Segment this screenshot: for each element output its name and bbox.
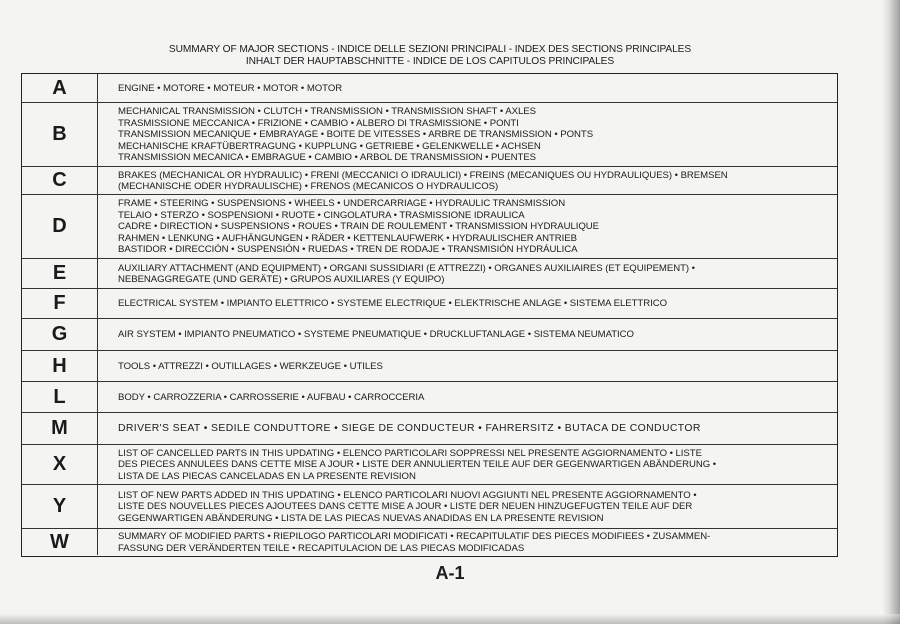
- section-description: ELECTRICAL SYSTEM • IMPIANTO ELETTRICO • SYSTEME ELECTRIQUE • ELEKTRISCHE ANLAGE • SISTEMA ELETTRICO: [118, 298, 668, 310]
- section-description: LIST OF NEW PARTS ADDED IN THIS UPDATING • ELENCO PARTICOLARI NUOVI AGGIUNTI NEL PRESENTE AGGIORNAMENTO • LISTE DES NOUVELLES PIECES AJOUTEES DANS CETTE MISE A JOUR • LISTE DER NEUEN HINZUGEFUGTEN TEILE AUF DER GEGENWARTIGEN ABÄNDERUNG • LISTA DE LAS PIECAS NUEVAS ANADIDAS EN LA PRESENTE REVISION: [118, 489, 697, 524]
- section-letter: C: [22, 167, 98, 194]
- section-row-l[interactable]: [22, 382, 837, 413]
- section-letter: M: [22, 413, 98, 444]
- section-row-y[interactable]: [22, 485, 837, 529]
- page-edge-shadow: [882, 0, 900, 624]
- header-line-1: SUMMARY OF MAJOR SECTIONS - INDICE DELLE SEZIONI PRINCIPALI - INDEX DES SECTIONS PRINCIPALES: [168, 44, 692, 55]
- section-letter: Y: [22, 485, 98, 528]
- section-description: AIR SYSTEM • IMPIANTO PNEUMATICO • SYSTEME PNEUMATIQUE • DRUCKLUFTANLAGE • SISTEMA NEUMATICO: [118, 329, 634, 341]
- section-description: MECHANICAL TRANSMISSION • CLUTCH • TRANSMISSION • TRANSMISSION SHAFT • AXLES TRASMISSIONE MECCANICA • FRIZIONE • CAMBIO • ALBERO DI TRASMISSIONE • PONTI TRANSMISSION MECANIQUE • EMBRAYAGE • BOITE DE VITESSES • ARBRE DE TRANSMISSION • PONTS MECHANISCHE KRAFTÜBERTRAGUNG • KUPPLUNG • GETRIEBE • GELENKWELLE • ACHSEN TRANSMISSION MECANICA • EMBRAGUE • CAMBIO • ARBOL DE TRANSMISSION • PUENTES: [118, 106, 594, 164]
- section-row-f[interactable]: [22, 289, 837, 319]
- section-row-g[interactable]: [22, 319, 837, 351]
- header-line-2: INHALT DER HAUPTABSCHNITTE - INDICE DE LOS CAPITULOS PRINCIPALES: [245, 56, 615, 67]
- section-row-w[interactable]: [22, 529, 837, 555]
- section-description: AUXILIARY ATTACHMENT (AND EQUIPMENT) • ORGANI SUSSIDIARI (E ATTREZZI) • ORGANES AUXILIAIRES (ET EQUIPEMENT) • NEBENAGGREGATE (UND GERÄTE) • GRUPOS AUXILIARES (Y EQUIPO): [118, 262, 695, 285]
- section-description: TOOLS • ATTREZZI • OUTILLAGES • WERKZEUGE • UTILES: [118, 360, 383, 372]
- page-bottom-shadow: [0, 614, 900, 624]
- section-letter: D: [22, 195, 98, 258]
- section-letter: W: [22, 529, 98, 555]
- page-header: [60, 44, 800, 68]
- section-description: BRAKES (MECHANICAL OR HYDRAULIC) • FRENI (MECCANICI O IDRAULICI) • FREINS (MECANIQUES OU HYDRAULIQUES) • BREMSEN (MECHANISCHE ODER HYDRAULISCHE) • FRENOS (MECANICOS O HYDRAULICOS): [118, 169, 728, 192]
- section-description: ENGINE • MOTORE • MOTEUR • MOTOR • MOTOR: [118, 82, 343, 94]
- sections-table: [21, 73, 838, 557]
- section-letter: L: [22, 382, 98, 412]
- section-description: DRIVER'S SEAT • SEDILE CONDUTTORE • SIEGE DE CONDUCTEUR • FAHRERSITZ • BUTACA DE CONDUCTOR: [118, 423, 701, 435]
- section-row-m[interactable]: [22, 413, 837, 445]
- page-number: A-1: [435, 563, 465, 583]
- section-row-x[interactable]: [22, 445, 837, 485]
- section-row-d[interactable]: [22, 195, 837, 259]
- section-letter: X: [22, 445, 98, 484]
- section-letter: G: [22, 319, 98, 350]
- section-row-e[interactable]: [22, 259, 837, 289]
- section-row-a[interactable]: [22, 74, 837, 103]
- section-letter: E: [22, 259, 98, 288]
- section-description: FRAME • STEERING • SUSPENSIONS • WHEELS • UNDERCARRIAGE • HYDRAULIC TRANSMISSION TELAIO • STERZO • SOSPENSIONI • RUOTE • CINGOLATURA • TRASMISSIONE IDRAULICA CADRE • DIRECTION • SUSPENSIONS • ROUES • TRAIN DE ROULEMENT • TRANSMISSION HYDRAULIQUE RAHMEN • LENKUNG • AUFHÄNGUNGEN • RÄDER • KETTENLAUFWERK • HYDRAULISCHER ANTRIEB BASTIDOR • DIRECCIÓN • SUSPENSIÓN • RUEDAS • TREN DE RODAJE • TRANSMISIÓN HYDRÁULICA: [118, 198, 600, 256]
- section-letter: B: [22, 103, 98, 166]
- section-letter: A: [22, 74, 98, 102]
- section-row-h[interactable]: [22, 351, 837, 382]
- section-row-c[interactable]: [22, 167, 837, 195]
- section-row-b[interactable]: [22, 103, 837, 167]
- section-letter: F: [22, 289, 98, 318]
- section-description: BODY • CARROZZERIA • CARROSSERIE • AUFBAU • CARROCCERIA: [118, 391, 425, 403]
- section-letter: H: [22, 351, 98, 381]
- section-description: SUMMARY OF MODIFIED PARTS • RIEPILOGO PARTICOLARI MODIFICATI • RECAPITULATIF DES PIECES MODIFIEES • ZUSAMMEN- FASSUNG DER VERÄNDERTEN TEILE • RECAPITULACION DE LAS PIECAS MODIFICADAS: [118, 531, 711, 554]
- section-description: LIST OF CANCELLED PARTS IN THIS UPDATING • ELENCO PARTICOLARI SOPPRESSI NEL PRESENTE AGGIORNAMENTO • LISTE DES PIECES ANNULEES DANS CETTE MISE A JOUR • LISTE DER ANNULIERTEN TEILE AUF DER GEGENWARTIGEN ABÄNDERUNG • LISTA DE LAS PIECAS CANCELADAS EN LA PRESENTE REVISION: [118, 447, 717, 482]
